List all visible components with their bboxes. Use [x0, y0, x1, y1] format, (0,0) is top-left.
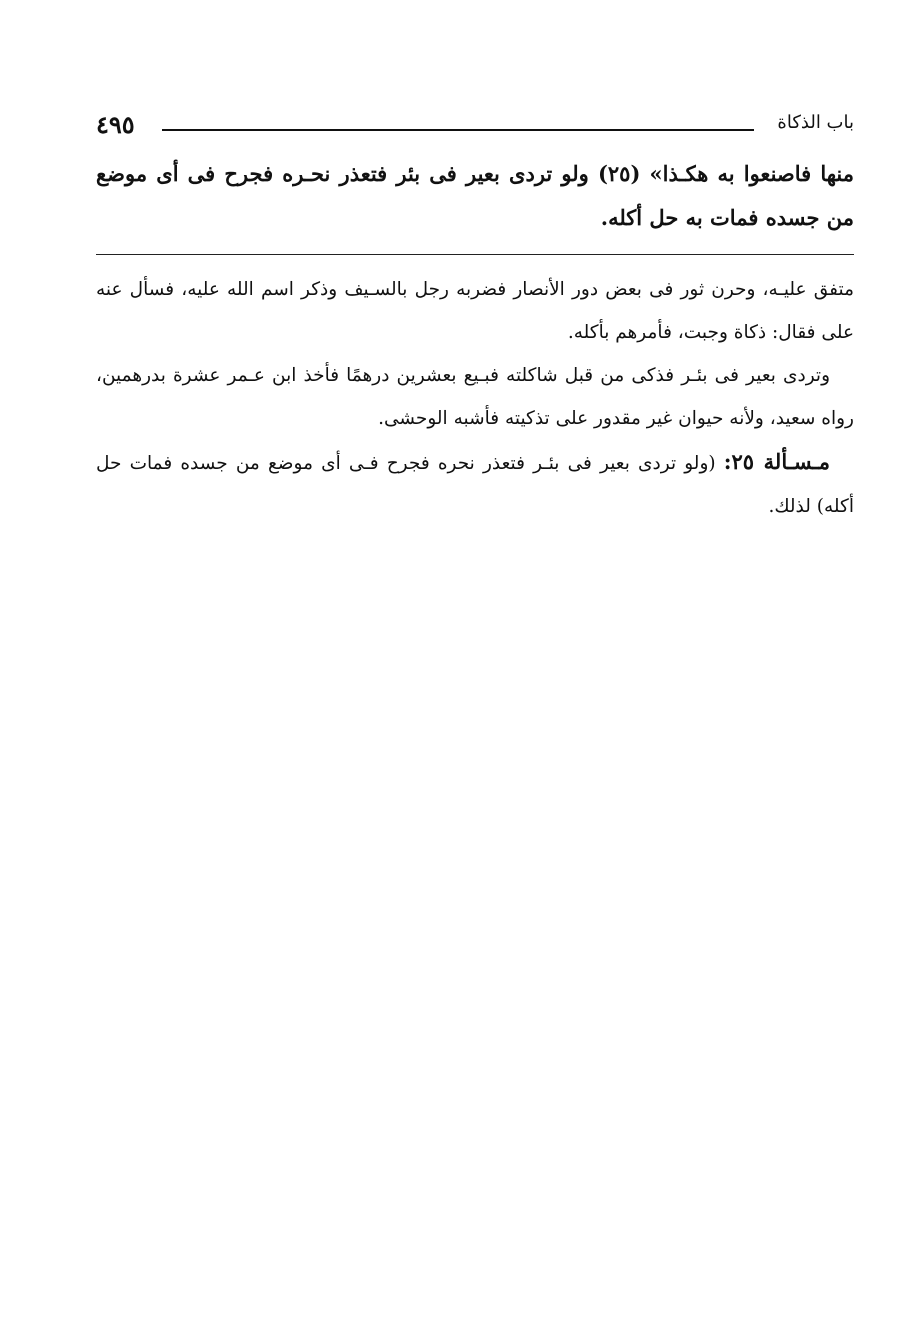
commentary: [96, 268, 854, 528]
footnote-divider: [96, 254, 854, 255]
masala-label: مـسـألة ٢٥:: [723, 449, 830, 474]
chapter-title: باب الذكاة: [777, 112, 854, 133]
commentary-paragraph-1: متفق عليـه، وحرن ثور فى بعض دور الأنصار فضربه رجل بالسـيف وذكر اسم الله عليه، فسأل عنه على فقال: ذكاة وجبت، فأمرهم بأكله.: [96, 279, 854, 343]
header-rule: [162, 129, 754, 131]
page-header: [96, 110, 854, 144]
commentary-paragraph-2: وتردى بعير فى بئـر فذكى من قبل شاكلته فبـيع بعشرين درهمًا فأخذ ابن عـمر عشرة بدرهمين، رواه سعيد، ولأنه حيوان غير مقدور على تذكيته فأشبه الوحشى.: [96, 365, 854, 429]
masala-paragraph: [96, 440, 854, 528]
main-text: منها فاصنعوا به هكـذا» (٢٥) ولو تردى بعير فى بئر فتعذر نحـره فجرح فى أى موضع من جسده فمات به حل أكله.: [96, 161, 854, 230]
masala-text: (ولو تردى بعير فى بئـر فتعذر نحره فجرح فـى أى موضع من جسده فمات حل أكله) لذلك.: [96, 453, 854, 517]
page-number: ٤٩٥: [96, 110, 135, 139]
